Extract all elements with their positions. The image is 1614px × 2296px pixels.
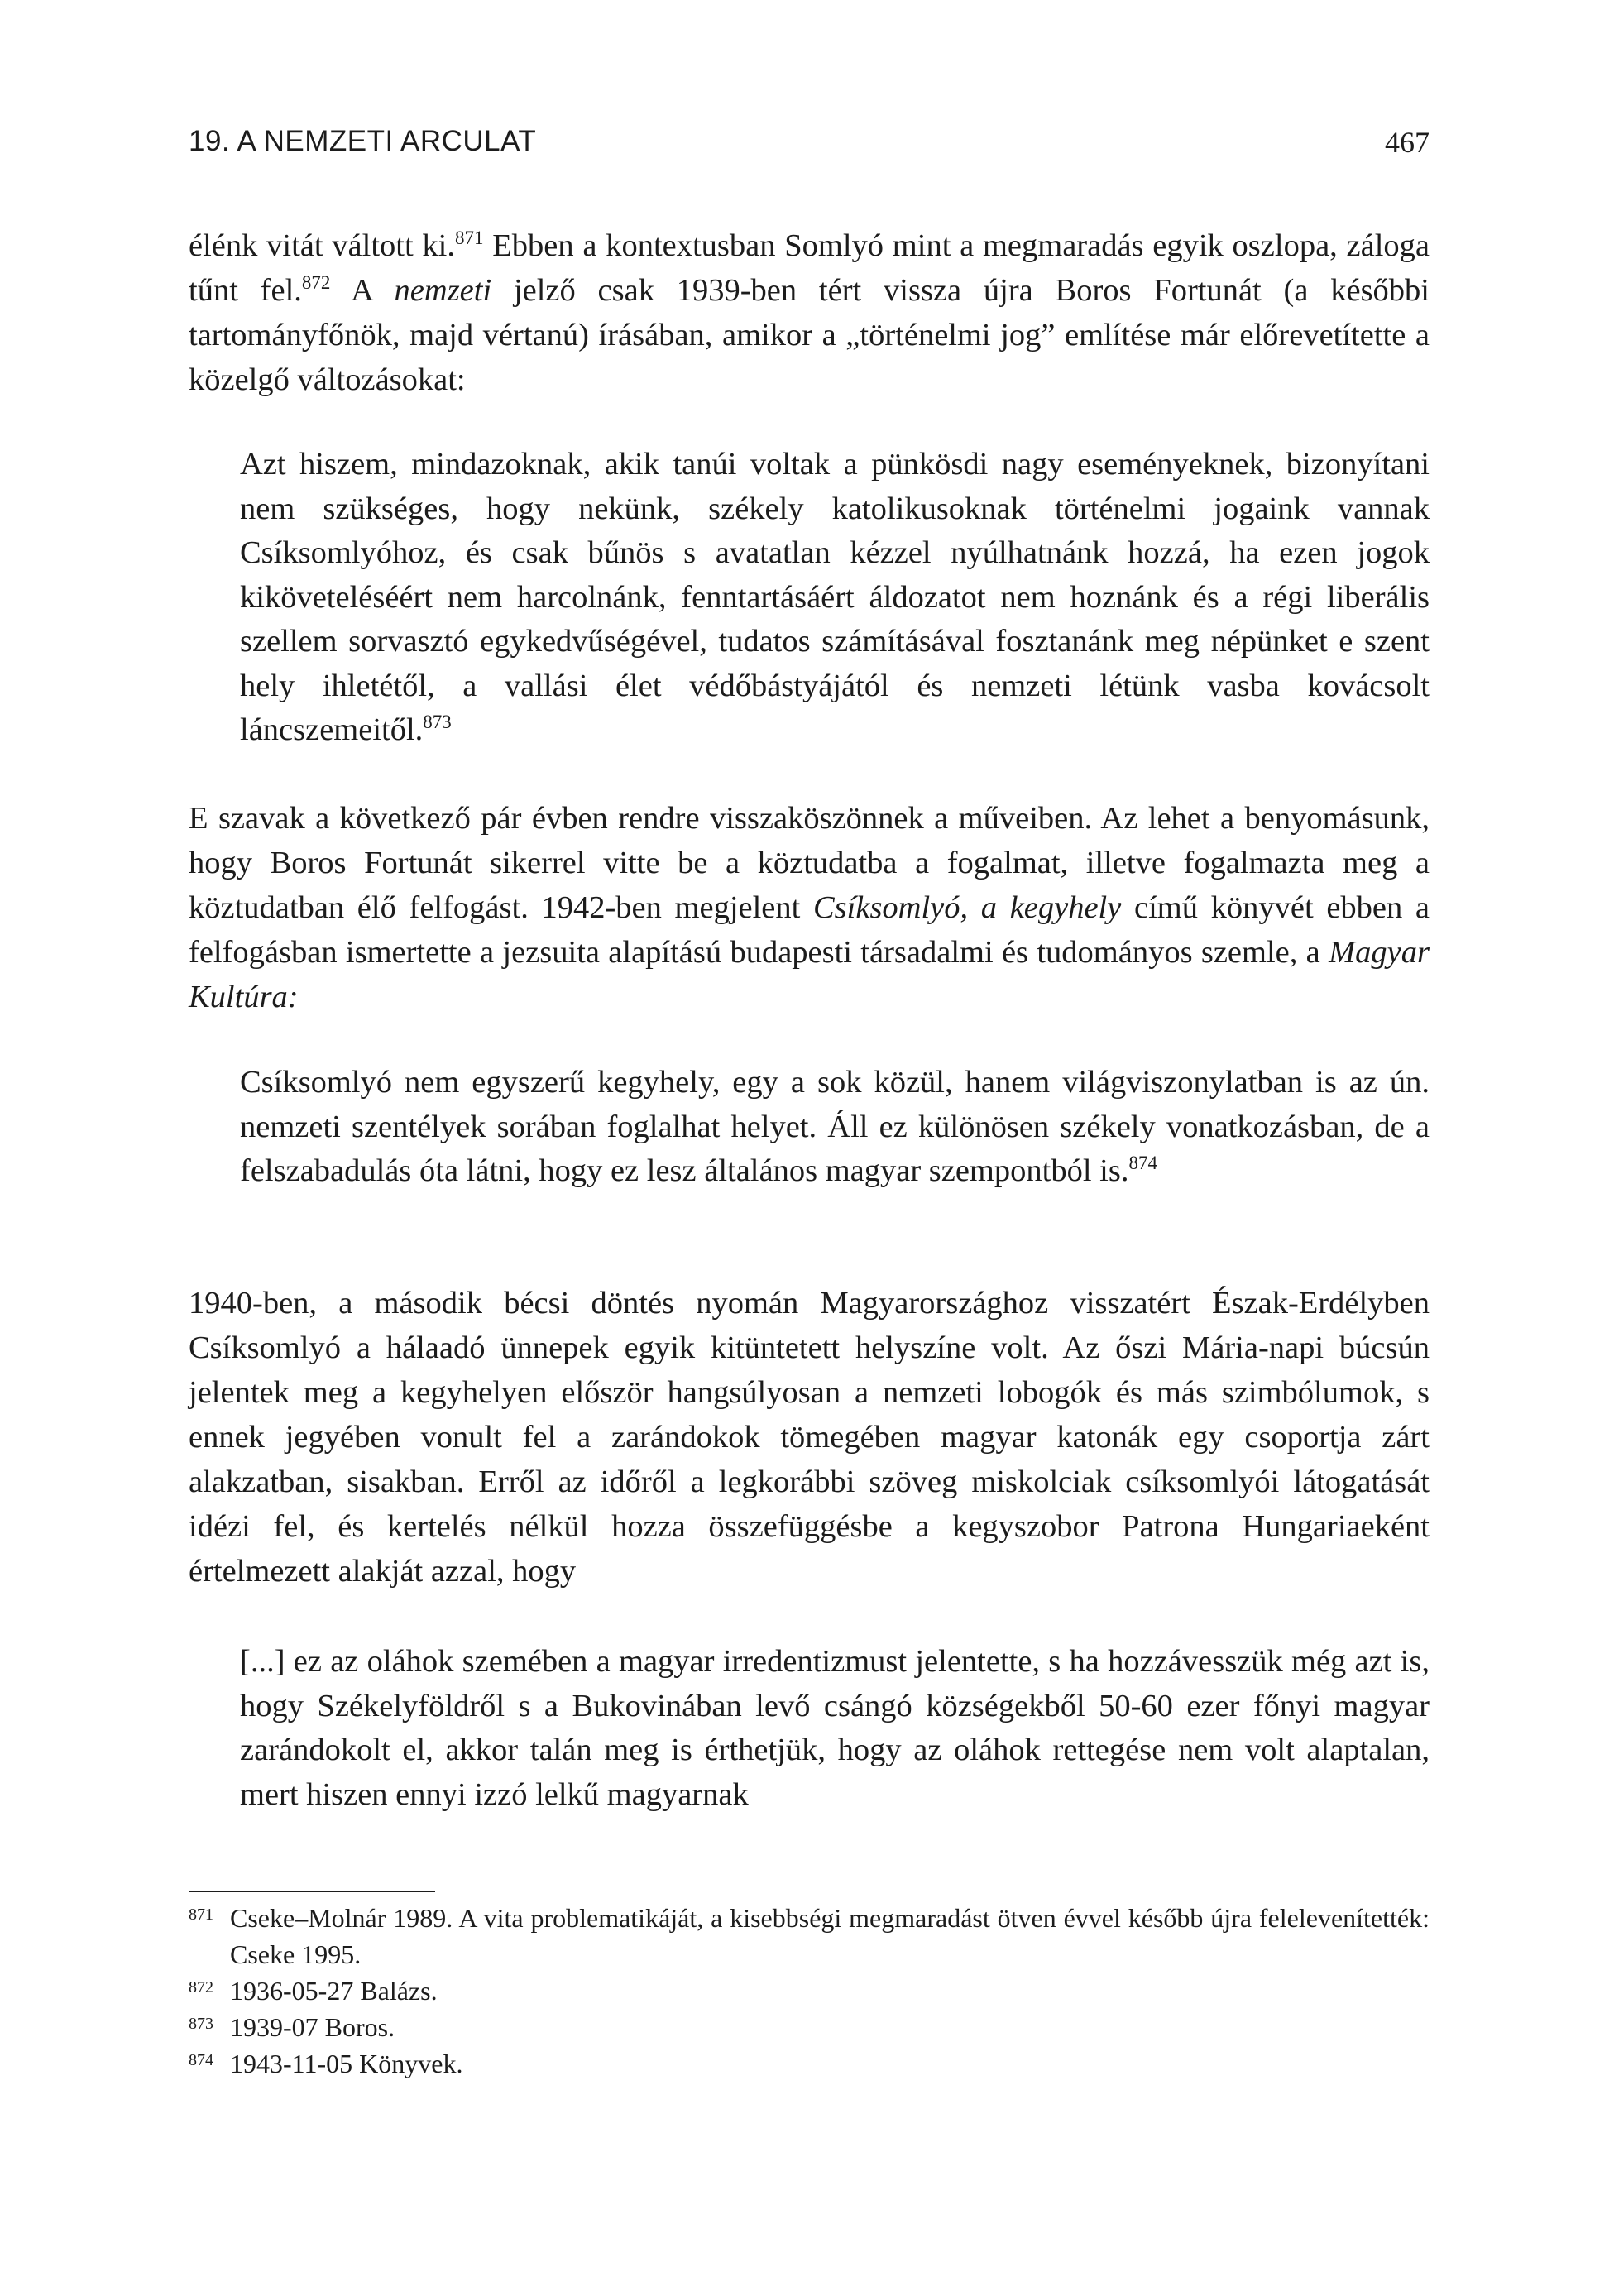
journal-title: Magyar Kultúra: [189,935,1430,1014]
emphasis-text: nemzeti [394,273,492,308]
text-run: 1940-ben, a második bécsi döntés nyomán Magyarországhoz visszatért Észak-Erdélyben Csíksomlyó a hálaadó ünnepek egyik kitüntetett helyszíne volt. Az őszi Mária-napi búcsún jelentek meg a kegyhelyen először hangsúlyosan a nemzeti lobogók és más szimbólumok, s ennek jegyében vonult fel a zarándokok tömegében magyar katonák egy csoportja zárt alakzatban, sisakban. Erről az időről a legkorábbi szöveg miskolciak csíksomlyói látogatását idézi fel, és kertelés nélkül hozza összefüggésbe a kegyszobor Patrona Hungariaeként értelmezett alakját azzal, hogy [189,1286,1430,1589]
body-paragraph-1 [189,223,1430,402]
text-run: élénk vitát váltott ki. [189,228,455,263]
quote-text: [...] ez az oláhok szemében a magyar irredentizmust jelentette, s ha hozzávesszük még azt is, hogy Székelyföldről s a Bukovinában levő csángó községekből 50-60 ezer főnyi magyar zarándokolt el, akkor talán meg is érthetjük, hogy az oláhok rettegése nem volt alaptalan, mert hiszen ennyi izzó lelkű magyarnak [240,1644,1430,1812]
running-head [189,125,1430,163]
footnote-divider [189,1891,435,1892]
footnote-number: 874 [189,2051,213,2069]
body-paragraph-3 [189,1281,1430,1594]
footnote-ref-872[interactable]: 872 [301,272,331,294]
chapter-title: 19. A NEMZETI ARCULAT [189,125,537,157]
footnote-text: 1936-05-27 Balázs. [230,1976,438,2006]
footnote-873 [189,2009,1430,2045]
footnote-874 [189,2045,1430,2082]
footnote-number: 873 [189,2015,213,2033]
footnote-ref-874[interactable]: 874 [1128,1153,1157,1174]
text-run: című könyvét ebben a felfogásban ismertette a jezsuita alapítású budapesti társadalmi és tudományos szemle, a [189,890,1430,970]
quote-text: Azt hiszem, mindazoknak, akik tanúi voltak a pünkösdi nagy eseményeknek, bizonyítani nem szükséges, hogy nekünk, székely katolikusoknak történelmi jogaink vannak Csíksomlyóhoz, és csak bűnös s avatatlan kézzel nyúlhatnánk hozzá, ha ezen jogok kiköveteléséért nem harcolnánk, fenntartásáért áldozatot nem hoznánk és a régi liberális szellem sorvasztó egykedvűségével, tudatos számításával fosztanánk meg népünket e szent hely ihletétől, a vallási élet védőbástyájától és nemzeti létünk vasba kovácsolt láncszemeitől. [240,447,1430,747]
text-run: A [330,273,395,308]
book-title: Csíksomlyó, a kegyhely [813,890,1122,925]
text-run: E szavak a következő pár évben rendre visszaköszönnek a műveiben. Az lehet a benyomásunk, hogy Boros Fortunát sikerrel vitte be a köztudatba a fogalmat, illetve fogalmazta meg a köztudatban élő felfogást. 1942-ben megjelent [189,801,1430,925]
quote-text: Csíksomlyó nem egyszerű kegyhely, egy a sok közül, hanem világviszonylatban is az ún. nemzeti szentélyek sorában foglalhat helyet. Áll ez különösen székely vonatkozásban, de a felszabadulás óta látni, hogy ez lesz általános magyar szempontból is. [240,1065,1430,1188]
footnote-ref-871[interactable]: 871 [455,228,484,249]
footnote-872 [189,1972,1430,2009]
footnote-number: 872 [189,1978,213,1996]
body-paragraph-2 [189,796,1430,1019]
block-quote-3 [240,1640,1430,1817]
footnote-text: Cseke–Molnár 1989. A vita problematikáját, a kisebbségi megmaradást ötven évvel később újra felelevenítették: Cseke 1995. [230,1903,1430,1969]
footnote-text: 1943-11-05 Könyvek. [230,2049,463,2078]
text-run: Ebben a kontextusban Somlyó mint a megmaradás egyik oszlopa, záloga tűnt fel. [189,228,1430,308]
footnote-871 [189,1900,1430,1972]
block-quote-1 [240,443,1430,753]
footnote-text: 1939-07 Boros. [230,2012,395,2042]
footnote-number: 871 [189,1905,213,1924]
text-run: jelző csak 1939-ben tért vissza újra Boros Fortunát (a későbbi tartományfőnök, majd vértanú) írásában, amikor a „történelmi jog” említése már előrevetítette a közelgő változásokat: [189,273,1430,397]
footnote-ref-873[interactable]: 873 [423,712,452,733]
page-number: 467 [1385,126,1430,159]
block-quote-2 [240,1061,1430,1194]
footnotes [189,1900,1430,2082]
